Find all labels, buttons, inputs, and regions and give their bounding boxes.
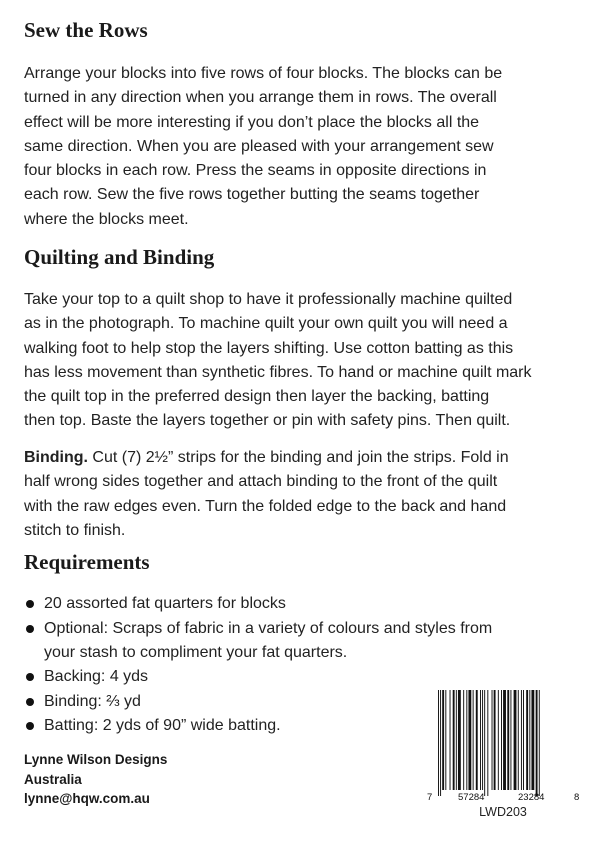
text-line: with the raw edges even. Turn the folded edge to the back and hand	[24, 497, 507, 515]
heading-quilting-and-binding: Quilting and Binding	[24, 245, 215, 269]
item-text: Backing: 4 yds	[44, 668, 149, 686]
barcode-bar	[480, 690, 481, 790]
heading-sew-the-rows: Sew the Rows	[24, 18, 148, 42]
binding-label: Binding.	[24, 449, 88, 466]
barcode-bar	[463, 690, 464, 790]
text-line	[24, 446, 584, 470]
bullet-icon	[26, 722, 34, 730]
text-line: Take your top to a quilt shop to have it professionally machine quilted	[24, 291, 513, 308]
barcode-bar	[458, 690, 461, 790]
barcode-bar	[514, 690, 517, 790]
text-line: then top. Baste the layers together or pin with safety pins. Then quilt.	[24, 412, 511, 430]
list-item	[24, 665, 584, 689]
paragraph-quilting	[24, 288, 584, 434]
barcode-bar	[510, 690, 511, 790]
barcode-bar	[476, 690, 478, 790]
text-line: each row. Sew the five rows together butting the seams together	[24, 186, 480, 204]
barcode-bar	[529, 690, 530, 790]
text-line: four blocks in each row. Press the seams in opposite directions in	[24, 162, 487, 180]
barcode-bar	[492, 690, 493, 790]
barcode-bar	[494, 690, 496, 790]
barcode-bar	[531, 690, 534, 790]
text-line: as in the photograph. To machine quilt your own quilt you will need a	[24, 315, 508, 333]
text-line: same direction. When you are pleased with your arrangement sew	[24, 137, 494, 155]
text-line: where the blocks meet.	[24, 210, 189, 228]
barcode-bar	[438, 690, 439, 796]
paragraph-binding	[24, 446, 584, 543]
barcode-bars	[438, 690, 540, 796]
item-text: 20 assorted fat quarters for blocks	[44, 595, 286, 612]
barcode-bar	[523, 690, 524, 790]
barcode-digit-last: 8	[574, 792, 580, 803]
company-email: lynne@hqw.com.au	[24, 791, 150, 806]
barcode-digit-first: 7	[427, 792, 433, 803]
text-line: has less movement than synthetic fibres. To hand or machine quilt mark	[24, 363, 532, 381]
text-line: turned in any direction when you arrange them in rows. The overall	[24, 89, 497, 107]
barcode-bar	[466, 690, 467, 790]
barcode-bar	[442, 690, 444, 790]
text-line: effect will be more interesting if you don’t place the blocks all the	[24, 113, 480, 131]
barcode-bar	[487, 690, 488, 796]
bullet-icon	[26, 698, 34, 706]
barcode-digits-left: 57284	[458, 792, 485, 803]
barcode-bar	[456, 690, 457, 790]
text-line: walking foot to help stop the layers shifting. Use cotton batting as this	[24, 339, 514, 357]
binding-text: Cut (7) 2½” strips for the binding and join the strips. Fold in	[87, 449, 509, 466]
barcode-bar	[473, 690, 474, 790]
text-line: stitch to finish.	[24, 521, 126, 539]
item-text: Binding: ⅔ yd	[44, 692, 141, 710]
heading-requirements: Requirements	[24, 550, 150, 574]
bullet-icon	[26, 625, 34, 633]
barcode-bar	[450, 690, 451, 790]
bullet-icon	[26, 600, 34, 608]
list-item	[24, 592, 584, 616]
item-text: Batting: 2 yds of 90” wide batting.	[44, 717, 281, 735]
barcode-digits-right: 23284	[518, 792, 545, 803]
barcode-bar	[482, 690, 483, 790]
paragraph-sew-the-rows	[24, 62, 584, 232]
barcode-bar	[440, 690, 441, 796]
barcode-bar	[507, 690, 509, 790]
barcode-bar	[536, 690, 538, 796]
company-name: Lynne Wilson Designs	[24, 752, 168, 767]
item-text-continued: your stash to compliment your fat quarters.	[44, 643, 348, 661]
barcode-bar	[453, 690, 455, 790]
barcode-bar	[445, 690, 446, 790]
barcode-bar	[518, 690, 519, 790]
barcode-bar	[521, 690, 522, 790]
company-country: Australia	[24, 771, 82, 787]
designer-info	[24, 750, 167, 809]
product-code: LWD203	[479, 805, 527, 819]
barcode-bar	[526, 690, 528, 790]
barcode-bar	[501, 690, 502, 790]
barcode-bar	[539, 690, 540, 796]
list-item	[24, 617, 584, 665]
item-text: Optional: Scraps of fabric in a variety of colours and styles from	[44, 619, 493, 637]
text-line: the quilt top in the preferred design then layer the backing, batting	[24, 388, 490, 406]
barcode-bar	[484, 690, 485, 796]
barcode-bar	[498, 690, 499, 790]
barcode-bar	[468, 690, 471, 790]
text-line: half wrong sides together and attach binding to the front of the quilt	[24, 473, 498, 491]
barcode	[424, 688, 582, 818]
bullet-icon	[26, 673, 34, 681]
barcode-bar	[503, 690, 506, 790]
text-line: Arrange your blocks into five rows of four blocks. The blocks can be	[24, 65, 503, 82]
